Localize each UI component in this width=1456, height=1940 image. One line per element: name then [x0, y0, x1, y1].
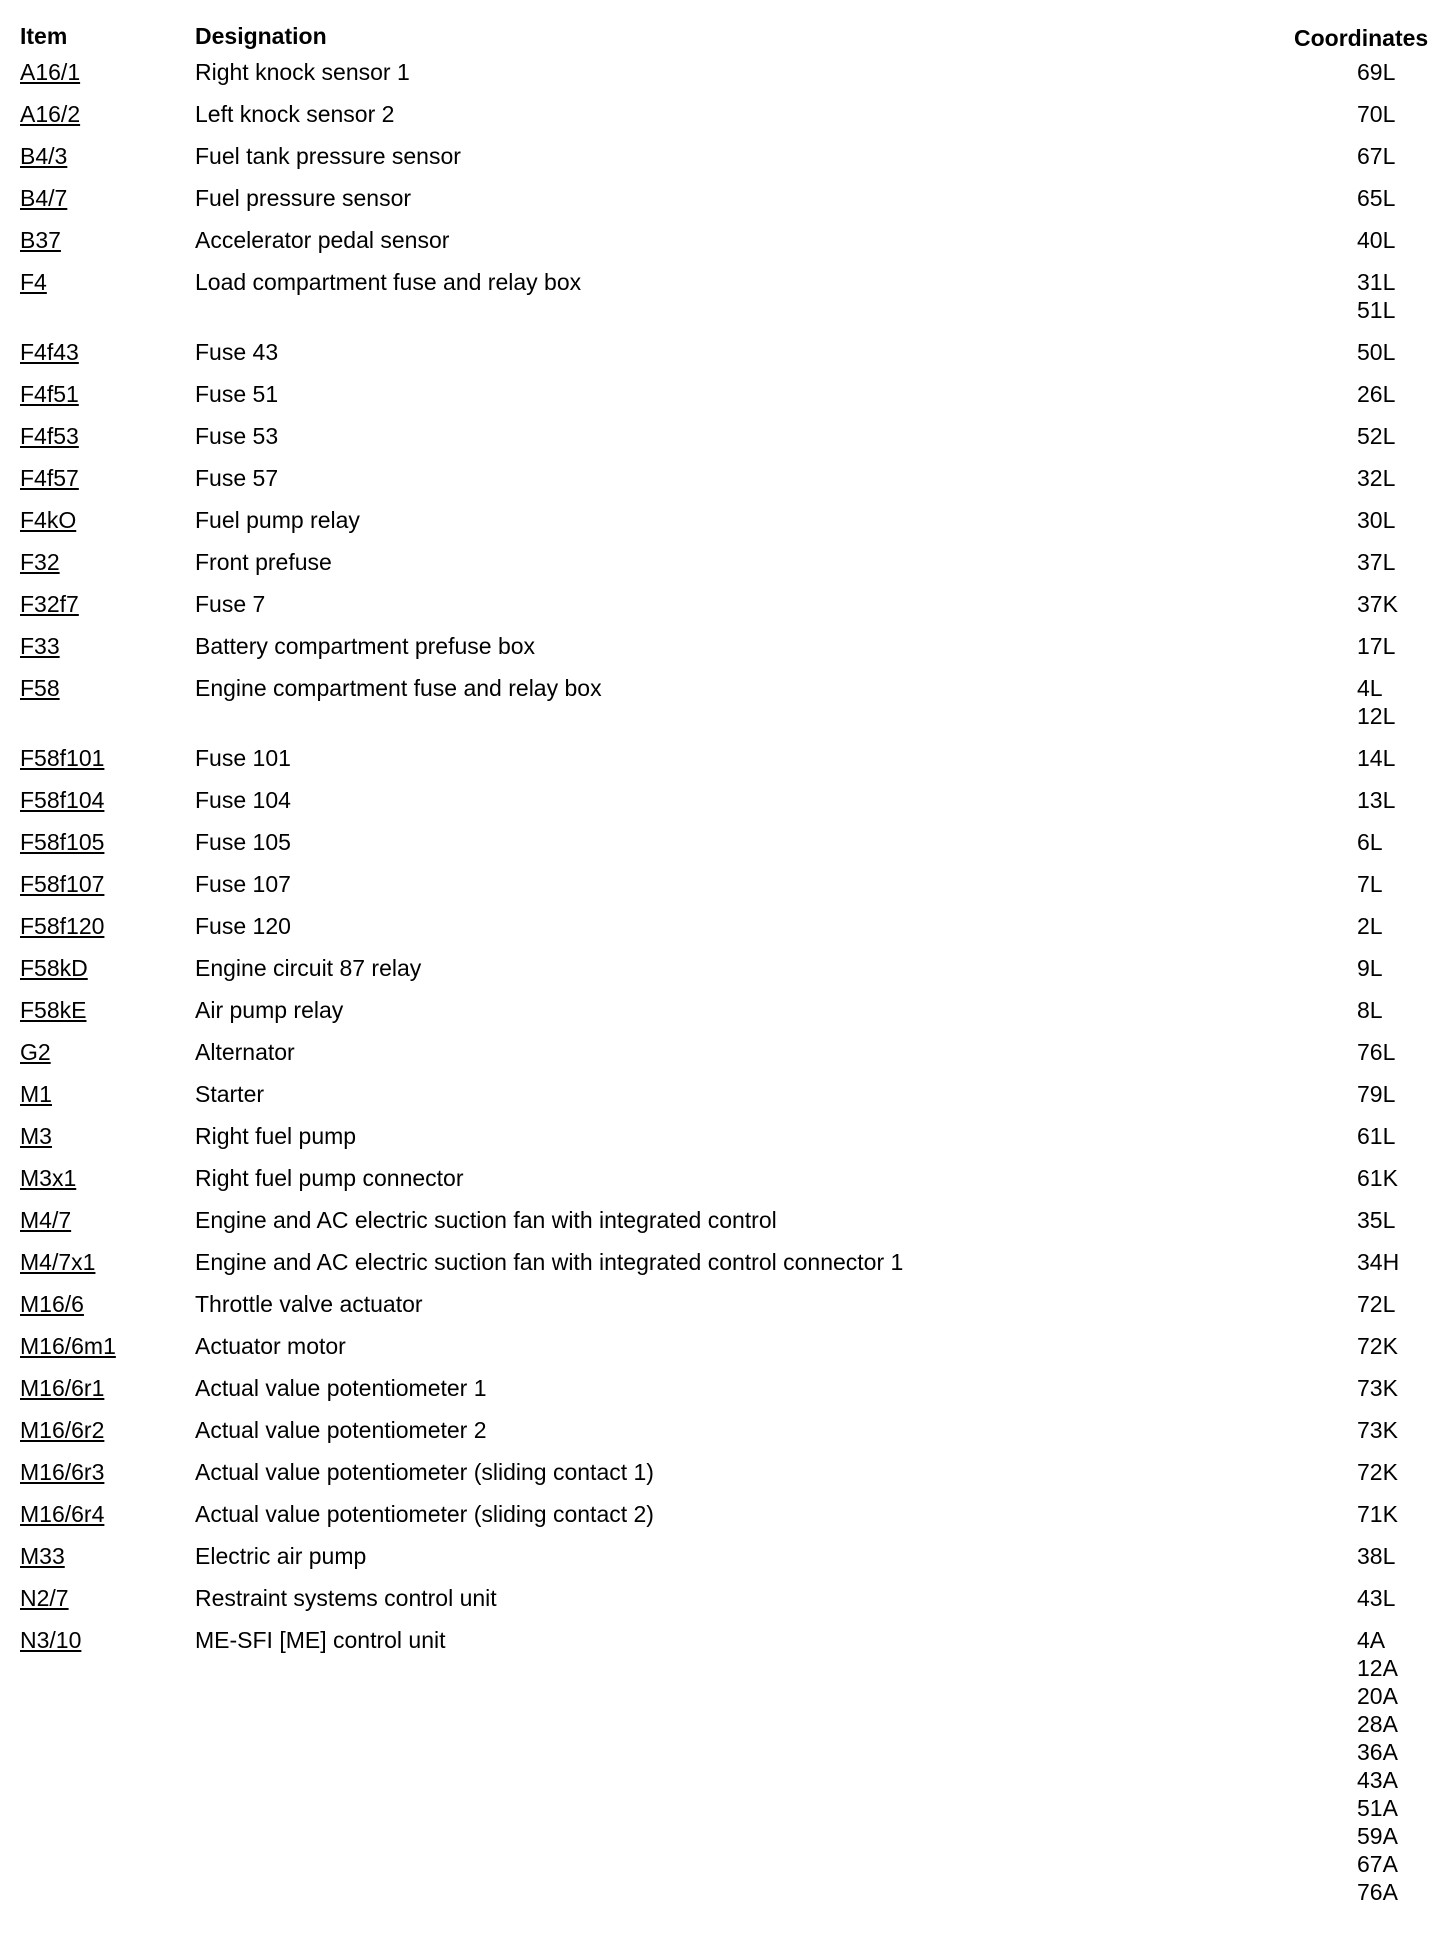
item-link[interactable]: M4/7x1: [20, 1249, 96, 1275]
coordinate-value: 4A: [1357, 1627, 1386, 1653]
coordinates-cell: [1357, 1332, 1447, 1360]
coordinate-value: 43A: [1357, 1767, 1398, 1793]
coordinate-value: 76A: [1357, 1879, 1398, 1905]
item-link[interactable]: F4f51: [20, 381, 79, 407]
designation-text: Engine compartment fuse and relay box: [195, 675, 602, 701]
designation-text: Electric air pump: [195, 1543, 367, 1569]
coordinate-value: 12L: [1357, 703, 1396, 729]
coordinates-cell: [1357, 828, 1447, 856]
table-row: [0, 1161, 1456, 1203]
designation-text: Fuel tank pressure sensor: [195, 143, 461, 169]
table-row: [0, 671, 1456, 741]
item-link[interactable]: N2/7: [20, 1585, 69, 1611]
coordinate-value: 72K: [1357, 1459, 1398, 1485]
coordinates-cell: [1357, 1458, 1447, 1486]
coordinates-cell: [1357, 744, 1447, 772]
table-row: [0, 629, 1456, 671]
table-row: [0, 139, 1456, 181]
table-row: [0, 1623, 1456, 1917]
item-link[interactable]: F58: [20, 675, 60, 701]
item-link[interactable]: B4/3: [20, 143, 68, 169]
coordinate-value: 32L: [1357, 465, 1396, 491]
designation-text: Engine and AC electric suction fan with integrated control: [195, 1207, 777, 1233]
coordinates-cell: [1357, 506, 1447, 534]
coordinate-value: 71K: [1357, 1501, 1398, 1527]
item-link[interactable]: M16/6r1: [20, 1375, 105, 1401]
coordinate-value: 70L: [1357, 101, 1396, 127]
coordinate-value: 50L: [1357, 339, 1396, 365]
designation-text: Right fuel pump connector: [195, 1165, 464, 1191]
table-row: [0, 97, 1456, 139]
designation-text: Actual value potentiometer 1: [195, 1375, 487, 1401]
item-link[interactable]: F4: [20, 269, 47, 295]
coordinate-value: 79L: [1357, 1081, 1396, 1107]
coordinate-value: 28A: [1357, 1711, 1398, 1737]
coordinates-cell: [1357, 548, 1447, 576]
table-row: [0, 993, 1456, 1035]
table-row: [0, 909, 1456, 951]
coordinates-cell: [1357, 226, 1447, 254]
designation-text: Fuse 101: [195, 745, 291, 771]
designation-text: Actual value potentiometer 2: [195, 1417, 487, 1443]
item-link[interactable]: A16/2: [20, 101, 81, 127]
coordinates-cell: [1357, 954, 1447, 982]
coordinate-value: 9L: [1357, 955, 1383, 981]
designation-text: Fuel pressure sensor: [195, 185, 412, 211]
coordinates-cell: [1357, 912, 1447, 940]
coordinates-cell: [1357, 1122, 1447, 1150]
table-row: [0, 1077, 1456, 1119]
designation-text: Air pump relay: [195, 997, 344, 1023]
designation-text: Battery compartment prefuse box: [195, 633, 536, 659]
coordinate-value: 72K: [1357, 1333, 1398, 1359]
coordinates-cell: [1357, 338, 1447, 366]
table-row: [0, 181, 1456, 223]
coordinate-value: 67A: [1357, 1851, 1398, 1877]
table-row: [0, 461, 1456, 503]
table-row: [0, 223, 1456, 265]
item-link[interactable]: M33: [20, 1543, 65, 1569]
coordinates-cell: [1357, 1542, 1447, 1570]
designation-text: Actual value potentiometer (sliding contact 2): [195, 1501, 654, 1527]
designation-text: ME-SFI [ME] control unit: [195, 1627, 446, 1653]
item-link[interactable]: G2: [20, 1039, 51, 1065]
table-row: [0, 1035, 1456, 1077]
coordinates-cell: [1357, 100, 1447, 128]
item-link[interactable]: B4/7: [20, 185, 68, 211]
designation-text: Engine and AC electric suction fan with integrated control connector 1: [195, 1249, 904, 1275]
item-link[interactable]: M4/7: [20, 1207, 72, 1233]
table-row: [0, 1581, 1456, 1623]
item-link[interactable]: N3/10: [20, 1627, 82, 1653]
item-link[interactable]: A16/1: [20, 59, 81, 85]
coordinate-value: 12A: [1357, 1655, 1398, 1681]
item-link[interactable]: F4f53: [20, 423, 79, 449]
table-row: [0, 1371, 1456, 1413]
coordinate-value: 76L: [1357, 1039, 1396, 1065]
table-row: [0, 1539, 1456, 1581]
item-link[interactable]: M16/6r4: [20, 1501, 105, 1527]
designation-text: Restraint systems control unit: [195, 1585, 497, 1611]
coordinate-value: 17L: [1357, 633, 1396, 659]
item-link[interactable]: F33: [20, 633, 60, 659]
table-row: [0, 545, 1456, 587]
table-row: [0, 1497, 1456, 1539]
coordinate-value: 43L: [1357, 1585, 1396, 1611]
coordinate-value: 26L: [1357, 381, 1396, 407]
item-link[interactable]: M16/6r3: [20, 1459, 105, 1485]
coordinate-value: 13L: [1357, 787, 1396, 813]
table-row: [0, 587, 1456, 629]
table-row: [0, 825, 1456, 867]
designation-text: Accelerator pedal sensor: [195, 227, 450, 253]
table-row: [0, 867, 1456, 909]
table-row: [0, 1245, 1456, 1287]
coordinate-value: 37L: [1357, 549, 1396, 575]
item-link[interactable]: F58f105: [20, 829, 105, 855]
coordinates-cell: [1357, 268, 1447, 324]
item-link[interactable]: F58f104: [20, 787, 105, 813]
coordinates-cell: [1357, 786, 1447, 814]
coordinate-value: 30L: [1357, 507, 1396, 533]
designation-text: Fuse 43: [195, 339, 279, 365]
item-link[interactable]: F4f43: [20, 339, 79, 365]
coordinates-cell: [1357, 58, 1447, 86]
coordinates-cell: [1357, 590, 1447, 618]
designation-text: Fuse 51: [195, 381, 279, 407]
coordinate-value: 4L: [1357, 675, 1383, 701]
coordinate-value: 69L: [1357, 59, 1396, 85]
designation-text: Fuse 120: [195, 913, 291, 939]
designation-text: Right fuel pump: [195, 1123, 357, 1149]
designation-text: Actual value potentiometer (sliding contact 1): [195, 1459, 654, 1485]
item-link[interactable]: M16/6m1: [20, 1333, 116, 1359]
table-row: [0, 1413, 1456, 1455]
designation-text: Fuse 7: [195, 591, 266, 617]
table-row: [0, 951, 1456, 993]
designation-text: Alternator: [195, 1039, 295, 1065]
coordinates-cell: [1357, 422, 1447, 450]
coordinates-cell: [1357, 996, 1447, 1024]
designation-text: Fuse 105: [195, 829, 291, 855]
table-row: [0, 55, 1456, 97]
header-item: Item: [20, 23, 68, 49]
item-link[interactable]: M16/6r2: [20, 1417, 105, 1443]
designation-text: Engine circuit 87 relay: [195, 955, 422, 981]
coordinates-cell: [1357, 1626, 1447, 1906]
coordinate-value: 51A: [1357, 1795, 1398, 1821]
designation-text: Fuse 53: [195, 423, 279, 449]
coordinate-value: 6L: [1357, 829, 1383, 855]
coordinate-value: 20A: [1357, 1683, 1398, 1709]
coordinate-value: 51L: [1357, 297, 1396, 323]
coordinate-value: 73K: [1357, 1375, 1398, 1401]
coordinates-cell: [1357, 1038, 1447, 1066]
coordinate-value: 40L: [1357, 227, 1396, 253]
coordinate-value: 67L: [1357, 143, 1396, 169]
item-link[interactable]: F58kE: [20, 997, 87, 1023]
coordinate-value: 73K: [1357, 1417, 1398, 1443]
coordinates-cell: [1357, 464, 1447, 492]
coordinates-cell: [1357, 380, 1447, 408]
coordinate-value: 8L: [1357, 997, 1383, 1023]
table-row: [0, 335, 1456, 377]
coordinate-value: 35L: [1357, 1207, 1396, 1233]
coordinate-value: 61L: [1357, 1123, 1396, 1149]
coordinates-cell: [1357, 674, 1447, 730]
coordinates-cell: [1357, 632, 1447, 660]
table-header: [0, 18, 1456, 54]
item-link[interactable]: F4f57: [20, 465, 79, 491]
coordinate-value: 2L: [1357, 913, 1383, 939]
designation-text: Front prefuse: [195, 549, 332, 575]
coordinates-cell: [1357, 1164, 1447, 1192]
coordinate-value: 65L: [1357, 185, 1396, 211]
designation-text: Fuse 57: [195, 465, 279, 491]
table-row: [0, 377, 1456, 419]
coordinates-cell: [1357, 1416, 1447, 1444]
item-link[interactable]: F58f120: [20, 913, 105, 939]
item-link[interactable]: M1: [20, 1081, 52, 1107]
item-link[interactable]: F32f7: [20, 591, 79, 617]
header-designation: Designation: [195, 23, 327, 49]
designation-text: Starter: [195, 1081, 265, 1107]
designation-text: Fuse 104: [195, 787, 291, 813]
table-row: [0, 503, 1456, 545]
coordinate-value: 61K: [1357, 1165, 1398, 1191]
designation-text: Fuel pump relay: [195, 507, 360, 533]
table-row: [0, 741, 1456, 783]
table-row: [0, 1287, 1456, 1329]
coordinates-cell: [1357, 1584, 1447, 1612]
coordinates-cell: [1357, 1500, 1447, 1528]
coordinates-cell: [1357, 1206, 1447, 1234]
coordinates-cell: [1357, 1248, 1447, 1276]
designation-text: Throttle valve actuator: [195, 1291, 423, 1317]
table-row: [0, 1119, 1456, 1161]
coordinates-cell: [1357, 1290, 1447, 1318]
coordinate-value: 38L: [1357, 1543, 1396, 1569]
coordinate-value: 72L: [1357, 1291, 1396, 1317]
coordinates-cell: [1357, 142, 1447, 170]
header-coordinates: Coordinates: [1294, 25, 1429, 51]
item-link[interactable]: F58f107: [20, 871, 105, 897]
coordinates-cell: [1357, 1080, 1447, 1108]
item-link[interactable]: F4kO: [20, 507, 77, 533]
table-row: [0, 1329, 1456, 1371]
table-row: [0, 783, 1456, 825]
item-link[interactable]: B37: [20, 227, 61, 253]
table-row: [0, 1455, 1456, 1497]
component-list: [0, 55, 1456, 1917]
coordinate-value: 59A: [1357, 1823, 1398, 1849]
item-link[interactable]: F32: [20, 549, 60, 575]
designation-text: Left knock sensor 2: [195, 101, 395, 127]
coordinate-value: 31L: [1357, 269, 1396, 295]
coordinate-value: 34H: [1357, 1249, 1400, 1275]
coordinates-cell: [1357, 870, 1447, 898]
item-link[interactable]: F58f101: [20, 745, 105, 771]
item-link[interactable]: M16/6: [20, 1291, 84, 1317]
coordinate-value: 36A: [1357, 1739, 1398, 1765]
item-link[interactable]: F58kD: [20, 955, 88, 981]
coordinates-cell: [1357, 184, 1447, 212]
table-row: [0, 1203, 1456, 1245]
coordinate-value: 52L: [1357, 423, 1396, 449]
table-row: [0, 419, 1456, 461]
designation-text: Actuator motor: [195, 1333, 346, 1359]
coordinate-value: 37K: [1357, 591, 1398, 617]
coordinate-value: 7L: [1357, 871, 1383, 897]
item-link[interactable]: M3x1: [20, 1165, 77, 1191]
designation-text: Load compartment fuse and relay box: [195, 269, 582, 295]
table-row: [0, 265, 1456, 335]
designation-text: Right knock sensor 1: [195, 59, 410, 85]
item-link[interactable]: M3: [20, 1123, 52, 1149]
coordinates-cell: [1357, 1374, 1447, 1402]
coordinate-value: 14L: [1357, 745, 1396, 771]
designation-text: Fuse 107: [195, 871, 291, 897]
